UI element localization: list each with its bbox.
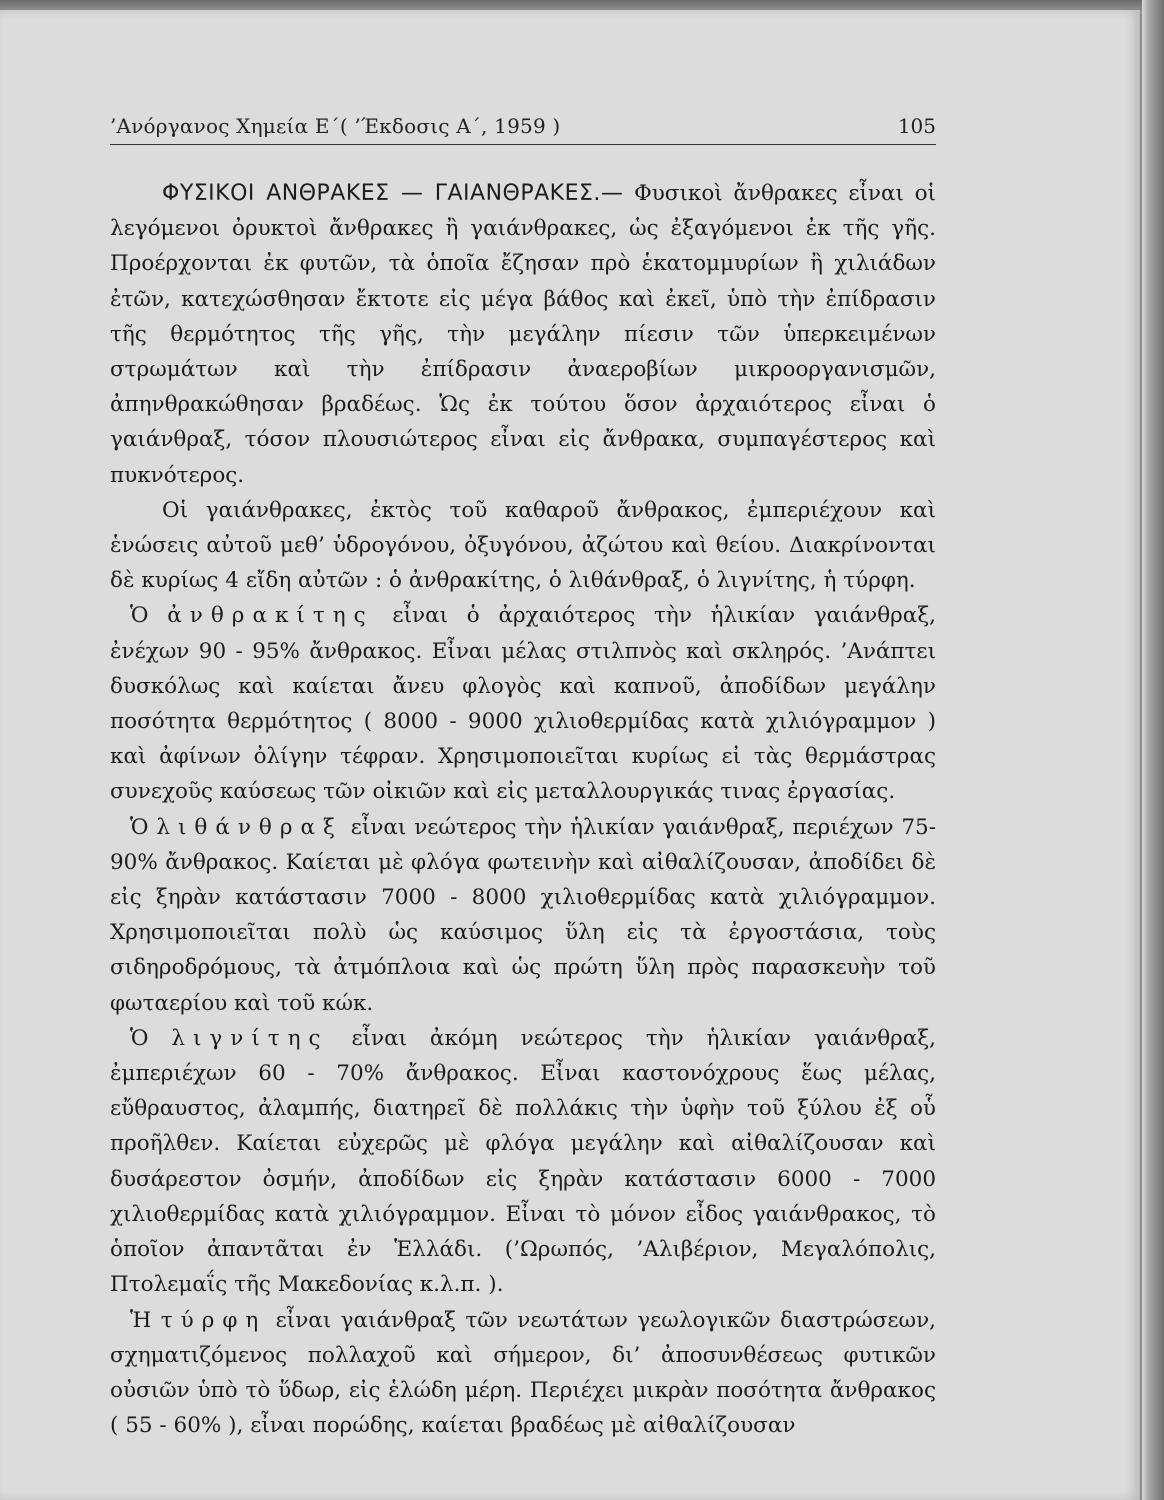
paragraph-intro xyxy=(110,176,936,493)
bituminous-prefix: Ὁ xyxy=(130,814,157,840)
bituminous-term: λιθάνθραξ xyxy=(156,814,343,840)
bituminous-text: εἶναι νεώτερος τὴν ἡλικίαν γαιάνθραξ, περιέχων 75- 90% ἄνθρακος. Καίεται μὲ φλόγα φωτεινὴν καὶ αἰθαλίζουσαν, ἀποδίδει δὲ εἰς ξηρὰν κατάστασιν 7000 - 8000 χιλιοθερμίδας κατὰ χιλιόγραμμον. Χρησιμοποιεῖται πολὺ ὡς καύσιμος ὕλη εἰς τὰ ἐργοστάσια, τοὺς σιδηροδρόμους, τὰ ἀτμόπλοια καὶ ὡς πρώτη ὕλη πρὸς παρασκευὴν τοῦ φωταερίου καὶ τοῦ κώκ. xyxy=(110,814,936,1016)
peat-term: τύρφη xyxy=(160,1307,267,1333)
paragraph-composition-text: Οἱ γαιάνθρακες, ἐκτὸς τοῦ καθαροῦ ἄνθρακος, ἐμπεριέχουν καὶ ἑνώσεις αὐτοῦ μεθ’ ὑδρογόνου, ὀξυγόνου, ἀζώτου καὶ θείου. Διακρίνονται δὲ κυρίως 4 εἴδη αὐτῶν : ὁ ἀνθρακίτης, ὁ λιθάνθραξ, ὁ λιγνίτης, ἡ τύρφη. xyxy=(110,497,936,594)
running-title: ’Ανόργανος Χημεία Ε΄( ’Έκδοσις Α΄, 1959 ) xyxy=(110,114,561,138)
page-body xyxy=(110,176,936,1443)
peat-text: εἶναι γαιάνθραξ τῶν νεωτάτων γεωλογικῶν διαστρώσεων, σχηματιζόμενος πολλαχοῦ καὶ σήμερον, δι’ ἀποσυνθέσεως φυτικῶν οὐσιῶν ὑπὸ τὸ ὕδωρ, εἰς ἑλώδη μέρη. Περιέχει μικρὰν ποσότητα ἄνθρακος ( 55 - 60% ), εἶναι πορώδης, καίεται βραδέως μὲ αἰθαλίζουσαν xyxy=(110,1307,936,1439)
scan-right-edge xyxy=(1142,0,1164,1500)
lignite-term: λιγνίτης xyxy=(171,1025,329,1051)
page-number: 105 xyxy=(897,114,936,138)
paragraph-anthracite xyxy=(110,598,936,809)
paragraph-intro-text: Φυσικοὶ ἄνθρακες εἶναι οἱ λεγόμενοι ὀρυκτοὶ ἄνθρακες ἢ γαιάνθρακες, ὡς ἐξαγόμενοι ἐκ τῆς γῆς. Προέρχονται ἐκ φυτῶν, τὰ ὁποῖα ἔζησαν πρὸ ἑκατομμυρίων ἢ χιλιάδων ἐτῶν, κατεχώσθησαν ἔκτοτε εἰς μέγα βάθος καὶ ἐκεῖ, ὑπὸ τὴν ἐπίδρασιν τῆς θερμότητος τῆς γῆς, τὴν μεγάλην πίεσιν τῶν ὑπερκειμένων στρωμάτων καὶ τὴν ἐπίδρασιν ἀναεροβίων μικροοργανισμῶν, ἀπηνθρακώθησαν βραδέως. Ὡς ἐκ τούτου ὅσον ἀρχαιότερος εἶναι ὁ γαιάνθραξ, τόσον πλουσιώτερος εἶναι εἰς ἄνθρακα, συμπαγέστερος καὶ πυκνότερος. xyxy=(110,181,936,488)
paragraph-peat xyxy=(110,1303,936,1444)
paragraph-lignite xyxy=(110,1021,936,1303)
lignite-text: εἶναι ἀκόμη νεώτερος τὴν ἡλικίαν γαιάνθραξ, ἐμπεριέχων 60 - 70% ἄνθρακος. Εἶναι καστονόχρους ἕως μέλας, εὔθραυστος, ἀλαμπής, διατηρεῖ δὲ πολλάκις τὴν ὑφὴν τοῦ ξύλου ἐξ οὗ προῆλθεν. Καίεται εὐχερῶς μὲ φλόγα μεγάλην καὶ αἰθαλίζουσαν καὶ δυσάρεστον ὀσμήν, ἀποδίδων εἰς ξηρὰν κατάστασιν 6000 - 7000 χιλιοθερμίδας κατὰ χιλιόγραμμον. Εἶναι τὸ μόνον εἶδος γαιάνθρακος, τὸ ὁποῖον ἀπαντᾶται ἐν Ἑλλάδι. (’Ωρωπός, ’Αλιβέριον, Μεγαλόπολις, Πτολεμαΐς τῆς Μακεδονίας κ.λ.π. ). xyxy=(110,1025,936,1298)
lignite-prefix: Ὁ xyxy=(130,1025,172,1051)
paragraph-composition xyxy=(110,493,936,599)
page-header xyxy=(110,108,936,145)
anthracite-term: ἀνθρακίτης xyxy=(167,603,374,629)
anthracite-text: εἶναι ὁ ἀρχαιότερος τὴν ἡλικίαν γαιάνθραξ, ἐνέχων 90 - 95% ἄνθρακος. Εἶναι μέλας στιλπνὸς καὶ σκληρός. ’Ανάπτει δυσκόλως καὶ καίεται ἄνευ φλογὸς καὶ καπνοῦ, ἀποδίδων μεγάλην ποσότητα θερμότητος ( 8000 - 9000 χιλιοθερμίδας κατὰ χιλιόγραμμον ) καὶ ἀφίνων ὀλίγην τέφραν. Χρησιμοποιεῖται κυρίως εἰ τὰς θερμάστρας συνεχοῦς καύσεως τῶν οἰκιῶν καὶ εἰς μεταλλουργικάς τινας ἐργασίας. xyxy=(110,603,937,805)
paragraph-bituminous xyxy=(110,810,936,1021)
anthracite-prefix: Ὁ xyxy=(130,603,168,629)
peat-prefix: Ἡ xyxy=(130,1307,161,1333)
section-heading: ΦΥΣΙΚΟΙ ΑΝΘΡΑΚΕΣ — ΓΑΙΑΝΘΡΑΚΕΣ.— xyxy=(162,181,624,206)
